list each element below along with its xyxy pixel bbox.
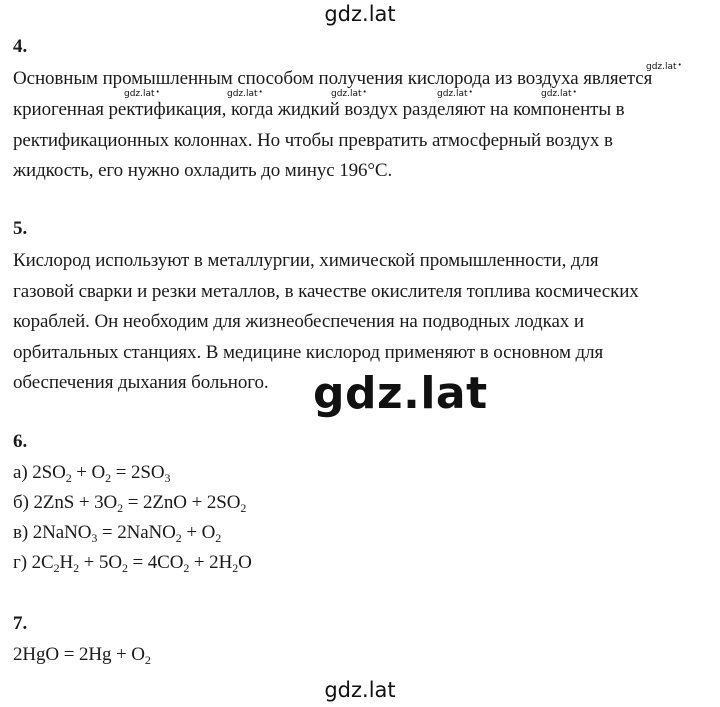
equation-label: а) [13,462,28,483]
task-4-line: ректификационных колоннах. Но чтобы превратить атмосферный воздух в [13,130,613,151]
task-5-line: газовой сварки и резки металлов, в качестве окислителя топлива космических [13,281,639,302]
watermark-small: gdz.lat • [331,87,367,99]
task-5-line: орбитальных станциях. В медицине кислород применяют в основном для [13,342,604,363]
equation-label: в) [13,522,29,543]
task-4-number: 4. [13,36,28,57]
task-5-line: обеспечения дыхания больного. [13,372,269,393]
task-5-number: 5. [13,218,28,239]
equation-label: б) [13,492,29,513]
watermark-center: gdz.lat [313,368,488,419]
equation-label: г) [13,552,27,573]
equation-v: в) 2NaNO$_3$ = 2NaNO$_2$ + $O_2$ [13,522,222,545]
task-5-line: кораблей. Он необходим для жизнеобеспечения на подводных лодках и [13,311,584,332]
task-5-line: Кислород используют в металлургии, химической промышленности, для [13,250,599,271]
task-7-number: 7. [13,613,28,634]
watermark-small: gdz.lat • [227,87,263,99]
watermark-small: gdz.lat • [437,87,473,99]
task-4-line: жидкость, его нужно охладить до минус 196°С. [13,160,393,181]
watermark-small: gdz.lat • [124,87,160,99]
watermark-small: gdz.lat • [541,87,577,99]
watermark-bottom: gdz.lat [324,678,396,702]
equation-7: $2HgO = 2Hg + O_2$ [13,644,151,667]
equation-b: б) $2ZnS + 3O_2 = 2ZnO + 2SO_2$ [13,492,247,515]
task-4-line: криогенная ректификация, когда жидкий воздух разделяют на компоненты в [13,99,625,120]
equation-a: а) $2SO_2 + O_2 = 2SO_3$ [13,462,171,485]
watermark-small: gdz.lat • [646,60,682,72]
task-6-number: 6. [13,431,28,452]
equation-g: г) $2C_2H_2 + 5O_2 = 4CO_2 + 2H_2O$ [13,552,252,575]
watermark-top: gdz.lat [324,2,396,26]
task-4-line: Основным промышленным способом получения кислорода из воздуха является [13,68,653,89]
